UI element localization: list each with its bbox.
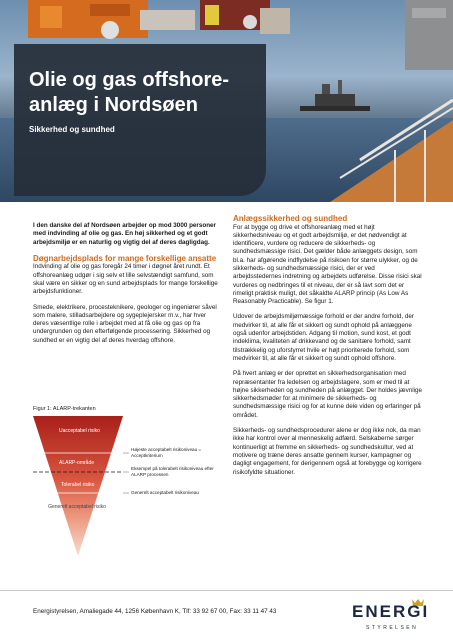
general-acceptable-label: Generelt acceptabelt risikoniveau [131,490,199,495]
facility-paragraph-3: På hvert anlæg er der oprettet en sikkerhedsorganisation med repræsentanter fra ledelsen og arbejdstagere, som er med til at højne sikkerheden og sundheden på anlægget. Der holdes jævnlige sikkerhedsmøder for at minimere de sikkerheds- og sundhedsmæssige risici og for at kunne dele viden og erfaringer på området. [233,370,423,419]
left-column [33,222,219,352]
alarp-example-label: Eksempel på tolerabelt risikoniveau efter ALARP processen [131,466,214,477]
logo-subtext: STYRELSEN [366,625,419,631]
zone-acceptable-label: Generelt acceptabel risiko [48,504,106,510]
zone-unacceptable-label: Uacceptabel risiko [59,428,100,434]
intro-paragraph: I den danske del af Nordsøen arbejder op mod 3000 personer med indvinding af olie og gas. En høj sikkerhed og et godt arbejdsmiljø er en naturlig og vigtig del af deres dagligdag. [33,222,217,246]
page-title: Olie og gas offshore-anlæg i Nordsøen [29,69,230,116]
footer-address: Energistyrelsen, Amaliegade 44, 1256 København K, Tlf: 33 92 67 00, Fax: 33 11 47 43 [33,608,277,615]
footer-divider [0,590,453,591]
hero-image [0,0,453,202]
section-heading-workplace: Døgnarbejdsplads for mange forskellige ansatte [33,253,217,263]
title-panel [14,44,266,196]
figure-caption: Figur 1: ALARP-trekanten [33,406,96,412]
logo-wordmark: ENERGI [352,602,430,621]
zone-alarp-label: ALARP-område [59,460,95,466]
zone-acceptable-wrapper [47,504,107,528]
energistyrelsen-logo [352,596,430,634]
workplace-paragraph-2: Smede, elektrikere, procesteknikere, geologer og ingeniører såvel som malere, stilladsarbejdere og sygeplejersker m.v., har hver deres væsentlige rolle i arbejdet med at få olie og gas op fra undergrunden og den efterfølgende processering. Sikkerhed og sundhed er en vigtig del af deres hverdag offshore. [33,303,217,344]
highest-acceptable-label: Højeste acceptabelt risikoniveau = Acceptkriterium [131,447,202,458]
facility-paragraph-2: Udover de arbejdsmiljømæssige forhold er der andre forhold, der medvirker til, at alle får et sikkert og sundt ophold på anlæggene også udenfor arbejdstiden. Adgang til motion, sund kost, et godt indeklima, kvaliteten af drikkevand og de sanitære forhold, samt tilstrækkelig og uforstyrret hvile er højt prioriterede forhold, som medvirker til, at alle får et sikkert og sundt ophold offshore. [233,313,414,362]
facility-paragraph-1: For at bygge og drive et offshoreanlæg med et højt sikkerhedsniveau og et godt arbejdsmiljø, er det nødvendigt at identificere, vurdere og reducere de sikkerheds- og sundhedsmæssige risici. Det gælder både anlæggets design, som bl.a. har afgørende indflydelse på risikoen for større ulykker, og de sikkerheds- og sundhedsmæssige risici, der er ved arbejdsstedernes indretning og arbejdets udførelse. Disse risici skal vurderes og nedbringes til et niveau, der er så lavt som det er rimeligt praktisk muligt, det såkaldte ALARP princip (As Low As Reasonably Practicable). Se figur 1. [233,223,422,306]
alarp-triangle-figure [33,416,219,574]
page-subtitle: Sikkerhed og sundhed [29,125,115,134]
section-heading-facility: Anlægssikkerhed og sundhed [233,214,348,223]
workplace-paragraph-1: Indvinding af olie og gas foregår 24 timer i døgnet året rundt. Et offshoreanlæg udgør i sig selv et lille selvstændigt samfund, som skal være en sikker og en sund arbejdsplads for mange forskellige arbejdsfunktioner. [33,263,218,296]
facility-paragraph-4: Sikkerheds- og sundhedsprocedurer alene er dog ikke nok, da man ikke har kontrol over al menneskelig adfærd. Selskaberne sørger kontinuerligt at fremme en sikkerheds- og sundhedskultur, ved at motivere og træne deres ansatte gennem kurser, kampagner og dagligt engagement, for derigennem også at forebygge og korrigere risikofyldte situationer. [233,427,422,476]
zone-tolerable-label: Tolerabel risiko [61,482,95,488]
right-column [233,214,423,484]
